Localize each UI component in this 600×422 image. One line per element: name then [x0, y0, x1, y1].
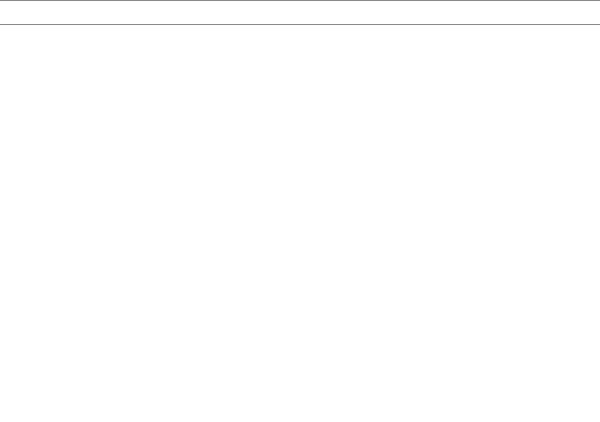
table-header [0, 0, 600, 25]
